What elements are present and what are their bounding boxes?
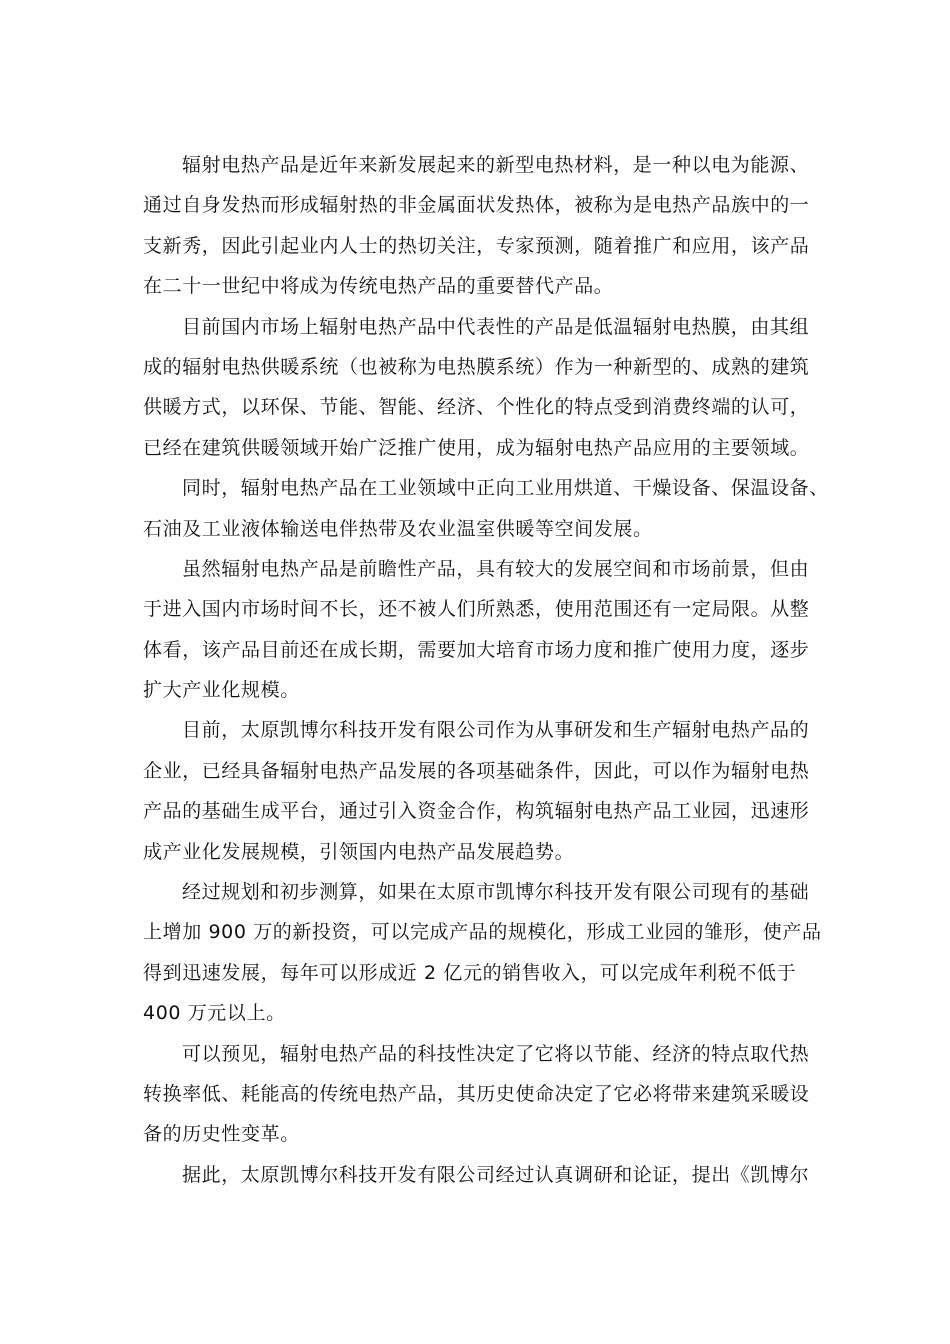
paragraph-5-line-4: 成产业化发展规模，引领国内电热产品发展趋势。 xyxy=(143,840,575,863)
paragraph-1-line-3: 支新秀，因此引起业内人士的热切关注，专家预测，随着推广和应用，该产品 xyxy=(143,234,810,257)
paragraph-6-line-4: 400 万元以上。 xyxy=(143,1002,286,1025)
paragraph-4-line-1: 虽然辐射电热产品是前瞻性产品，具有较大的发展空间和市场前景，但由 xyxy=(182,557,810,580)
paragraph-5-line-3: 产品的基础生成平台，通过引入资金合作，构筑辐射电热产品工业园，迅速形 xyxy=(143,800,810,823)
paragraph-2-line-3: 供暖方式，以环保、节能、智能、经济、个性化的特点受到消费终端的认可， xyxy=(143,396,810,419)
paragraph-1-line-1: 辐射电热产品是近年来新发展起来的新型电热材料，是一种以电为能源、 xyxy=(182,154,810,176)
paragraph-7-line-3: 备的历史性变革。 xyxy=(143,1123,300,1146)
paragraph-4-line-3: 体看，该产品目前还在成长期，需要加大培育市场力度和推广使用力度，逐步 xyxy=(143,638,810,661)
paragraph-1-line-2: 通过自身发热而形成辐射热的非金属面状发热体，被称为是电热产品族中的一 xyxy=(143,194,810,217)
paragraph-4-line-2: 于进入国内市场时间不长，还不被人们所熟悉，使用范围还有一定局限。从整 xyxy=(143,598,810,621)
paragraph-2-line-2: 成的辐射电热供暖系统（也被称为电热膜系统）作为一种新型的、成熟的建筑 xyxy=(143,355,810,378)
paragraph-1-line-4: 在二十一世纪中将成为传统电热产品的重要替代产品。 xyxy=(143,275,614,298)
paragraph-4-line-4: 扩大产业化规模。 xyxy=(143,679,300,702)
paragraph-6-line-1: 经过规划和初步测算，如果在太原市凯博尔科技开发有限公司现有的基础 xyxy=(182,881,810,904)
paragraph-3-line-2: 石油及工业液体输送电伴热带及农业温室供暖等空间发展。 xyxy=(143,517,653,540)
paragraph-8-line-1: 据此，太原凯博尔科技开发有限公司经过认真调研和论证，提出《凯博尔 xyxy=(182,1163,810,1186)
paragraph-6-line-2: 上增加 900 万的新投资，可以完成产品的规模化，形成工业园的雏形，使产品 xyxy=(143,921,822,944)
paragraph-2-line-4: 已经在建筑供暖领域开始广泛推广使用，成为辐射电热产品应用的主要领域。 xyxy=(143,436,810,459)
document-body xyxy=(143,145,829,1195)
paragraph-6-line-3: 得到迅速发展，每年可以形成近 2 亿元的销售收入，可以完成年利税不低于 xyxy=(143,961,797,984)
paragraph-5-line-1: 目前，太原凯博尔科技开发有限公司作为从事研发和生产辐射电热产品的 xyxy=(182,719,810,742)
paragraph-3-line-1: 同时，辐射电热产品在工业领域中正向工业用烘道、干燥设备、保温设备、 xyxy=(182,477,829,500)
paragraph-7-line-2: 转换率低、耗能高的传统电热产品，其历史使命决定了它必将带来建筑采暖设 xyxy=(143,1082,810,1105)
paragraph-5-line-2: 企业，已经具备辐射电热产品发展的各项基础条件，因此，可以作为辐射电热 xyxy=(143,759,810,782)
paragraph-2-line-1: 目前国内市场上辐射电热产品中代表性的产品是低温辐射电热膜，由其组 xyxy=(182,315,810,338)
paragraph-7-line-1: 可以预见，辐射电热产品的科技性决定了它将以节能、经济的特点取代热 xyxy=(182,1042,810,1065)
